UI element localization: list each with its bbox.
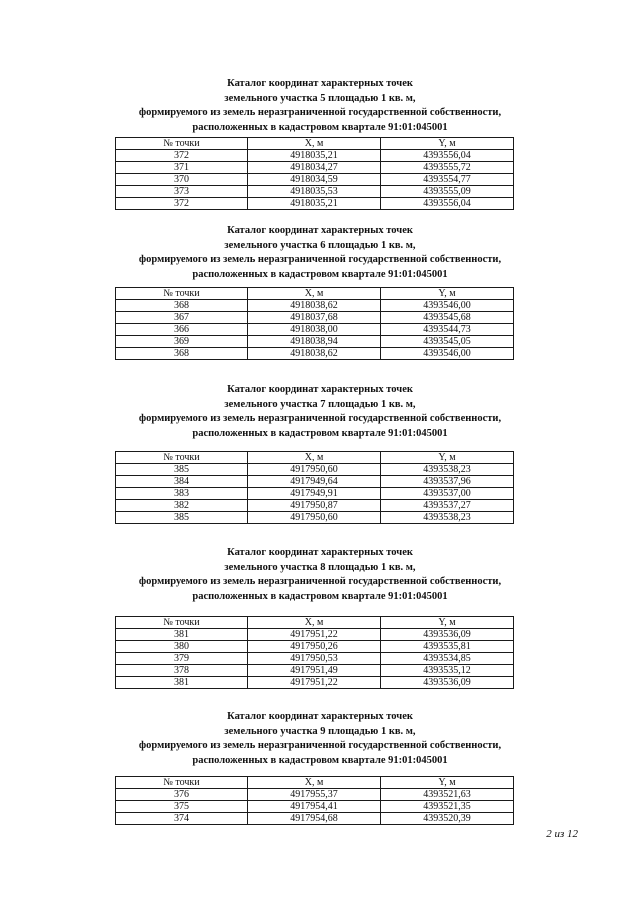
- table-row: [116, 813, 514, 825]
- section-heading: [0, 710, 640, 768]
- coordinates-table: [115, 451, 514, 524]
- heading-line-4: расположенных в кадастровом квартале 91:01:045001: [192, 268, 448, 280]
- point-number: 385: [116, 512, 248, 524]
- x-value: 4917954,41: [248, 801, 381, 813]
- section-heading: [0, 224, 640, 282]
- x-value: 4918038,00: [248, 324, 381, 336]
- heading-line-3: формируемого из земель неразграниченной государственной собственности,: [138, 107, 502, 118]
- table-row: [116, 174, 514, 186]
- heading-line-2: земельного участка 9 площадью 1 кв. м,: [224, 725, 416, 737]
- table-row: [116, 312, 514, 324]
- heading-line-3: формируемого из земель неразграниченной государственной собственности,: [138, 254, 502, 265]
- column-header-point: № точки: [116, 777, 248, 789]
- column-header-y: Y, м: [381, 138, 514, 150]
- table-header-row: [116, 617, 514, 629]
- table-row: [116, 348, 514, 360]
- table-row: [116, 801, 514, 813]
- y-value: 4393536,09: [381, 629, 514, 641]
- column-header-y: Y, м: [381, 777, 514, 789]
- y-value: 4393536,09: [381, 677, 514, 689]
- point-number: 374: [116, 813, 248, 825]
- heading-line-2: земельного участка 8 площадью 1 кв. м,: [224, 561, 416, 573]
- point-number: 381: [116, 629, 248, 641]
- x-value: 4917949,64: [248, 476, 381, 488]
- column-header-y: Y, м: [381, 617, 514, 629]
- table-row: [116, 198, 514, 210]
- x-value: 4917950,60: [248, 464, 381, 476]
- y-value: 4393555,09: [381, 186, 514, 198]
- point-number: 373: [116, 186, 248, 198]
- y-value: 4393537,00: [381, 488, 514, 500]
- coordinates-table: [115, 616, 514, 689]
- section-heading: [0, 546, 640, 604]
- column-header-x: X, м: [248, 452, 381, 464]
- y-value: 4393546,00: [381, 300, 514, 312]
- column-header-point: № точки: [116, 452, 248, 464]
- table-row: [116, 653, 514, 665]
- point-number: 383: [116, 488, 248, 500]
- x-value: 4918034,27: [248, 162, 381, 174]
- column-header-y: Y, м: [381, 288, 514, 300]
- table-row: [116, 324, 514, 336]
- heading-line-4: расположенных в кадастровом квартале 91:01:045001: [192, 427, 448, 439]
- table-header-row: [116, 452, 514, 464]
- x-value: 4918038,62: [248, 348, 381, 360]
- point-number: 375: [116, 801, 248, 813]
- point-number: 367: [116, 312, 248, 324]
- heading-line-4: расположенных в кадастровом квартале 91:01:045001: [192, 121, 448, 133]
- column-header-point: № точки: [116, 288, 248, 300]
- coordinates-table: [115, 287, 514, 360]
- y-value: 4393537,96: [381, 476, 514, 488]
- point-number: 371: [116, 162, 248, 174]
- section-heading: [0, 383, 640, 441]
- heading-line-3: формируемого из земель неразграниченной государственной собственности,: [138, 576, 502, 587]
- point-number: 384: [116, 476, 248, 488]
- y-value: 4393538,23: [381, 512, 514, 524]
- column-header-point: № точки: [116, 617, 248, 629]
- x-value: 4917951,22: [248, 677, 381, 689]
- x-value: 4917950,26: [248, 641, 381, 653]
- point-number: 379: [116, 653, 248, 665]
- heading-line-2: земельного участка 6 площадью 1 кв. м,: [224, 239, 416, 251]
- column-header-x: X, м: [248, 288, 381, 300]
- heading-line-1: Каталог координат характерных точек: [227, 78, 413, 89]
- heading-line-2: земельного участка 5 площадью 1 кв. м,: [224, 92, 416, 104]
- table-row: [116, 500, 514, 512]
- table-header-row: [116, 138, 514, 150]
- y-value: 4393544,73: [381, 324, 514, 336]
- column-header-x: X, м: [248, 138, 381, 150]
- table-row: [116, 641, 514, 653]
- heading-line-3: формируемого из земель неразграниченной государственной собственности,: [138, 413, 502, 424]
- table-row: [116, 150, 514, 162]
- x-value: 4917950,53: [248, 653, 381, 665]
- table-row: [116, 665, 514, 677]
- heading-line-2: земельного участка 7 площадью 1 кв. м,: [224, 398, 416, 410]
- point-number: 378: [116, 665, 248, 677]
- x-value: 4917949,91: [248, 488, 381, 500]
- table-header-row: [116, 777, 514, 789]
- table-row: [116, 488, 514, 500]
- table-row: [116, 789, 514, 801]
- x-value: 4918038,94: [248, 336, 381, 348]
- point-number: 366: [116, 324, 248, 336]
- table-row: [116, 677, 514, 689]
- heading-line-1: Каталог координат характерных точек: [227, 384, 413, 395]
- point-number: 380: [116, 641, 248, 653]
- y-value: 4393534,85: [381, 653, 514, 665]
- y-value: 4393545,68: [381, 312, 514, 324]
- x-value: 4917954,68: [248, 813, 381, 825]
- table-row: [116, 476, 514, 488]
- table-row: [116, 629, 514, 641]
- page-number: 2 из 12: [546, 828, 578, 840]
- x-value: 4917950,87: [248, 500, 381, 512]
- point-number: 382: [116, 500, 248, 512]
- heading-line-4: расположенных в кадастровом квартале 91:01:045001: [192, 754, 448, 766]
- x-value: 4917951,49: [248, 665, 381, 677]
- column-header-point: № точки: [116, 138, 248, 150]
- y-value: 4393546,00: [381, 348, 514, 360]
- point-number: 368: [116, 348, 248, 360]
- x-value: 4917951,22: [248, 629, 381, 641]
- table-row: [116, 336, 514, 348]
- table-row: [116, 162, 514, 174]
- y-value: 4393554,77: [381, 174, 514, 186]
- x-value: 4918038,62: [248, 300, 381, 312]
- coordinates-table: [115, 776, 514, 825]
- y-value: 4393520,39: [381, 813, 514, 825]
- x-value: 4918035,21: [248, 150, 381, 162]
- column-header-x: X, м: [248, 777, 381, 789]
- point-number: 381: [116, 677, 248, 689]
- table-row: [116, 464, 514, 476]
- point-number: 385: [116, 464, 248, 476]
- heading-line-1: Каталог координат характерных точек: [227, 225, 413, 236]
- y-value: 4393535,81: [381, 641, 514, 653]
- point-number: 372: [116, 150, 248, 162]
- y-value: 4393538,23: [381, 464, 514, 476]
- heading-line-4: расположенных в кадастровом квартале 91:01:045001: [192, 590, 448, 602]
- coordinates-table: [115, 137, 514, 210]
- point-number: 372: [116, 198, 248, 210]
- point-number: 370: [116, 174, 248, 186]
- point-number: 368: [116, 300, 248, 312]
- y-value: 4393555,72: [381, 162, 514, 174]
- table-row: [116, 300, 514, 312]
- y-value: 4393535,12: [381, 665, 514, 677]
- y-value: 4393537,27: [381, 500, 514, 512]
- y-value: 4393521,35: [381, 801, 514, 813]
- y-value: 4393521,63: [381, 789, 514, 801]
- heading-line-1: Каталог координат характерных точек: [227, 711, 413, 722]
- x-value: 4917955,37: [248, 789, 381, 801]
- heading-line-3: формируемого из земель неразграниченной государственной собственности,: [138, 740, 502, 751]
- y-value: 4393545,05: [381, 336, 514, 348]
- heading-line-1: Каталог координат характерных точек: [227, 547, 413, 558]
- table-row: [116, 512, 514, 524]
- point-number: 376: [116, 789, 248, 801]
- x-value: 4917950,60: [248, 512, 381, 524]
- column-header-y: Y, м: [381, 452, 514, 464]
- point-number: 369: [116, 336, 248, 348]
- y-value: 4393556,04: [381, 150, 514, 162]
- x-value: 4918035,53: [248, 186, 381, 198]
- x-value: 4918034,59: [248, 174, 381, 186]
- y-value: 4393556,04: [381, 198, 514, 210]
- section-heading: [0, 77, 640, 135]
- table-header-row: [116, 288, 514, 300]
- table-row: [116, 186, 514, 198]
- x-value: 4918035,21: [248, 198, 381, 210]
- x-value: 4918037,68: [248, 312, 381, 324]
- column-header-x: X, м: [248, 617, 381, 629]
